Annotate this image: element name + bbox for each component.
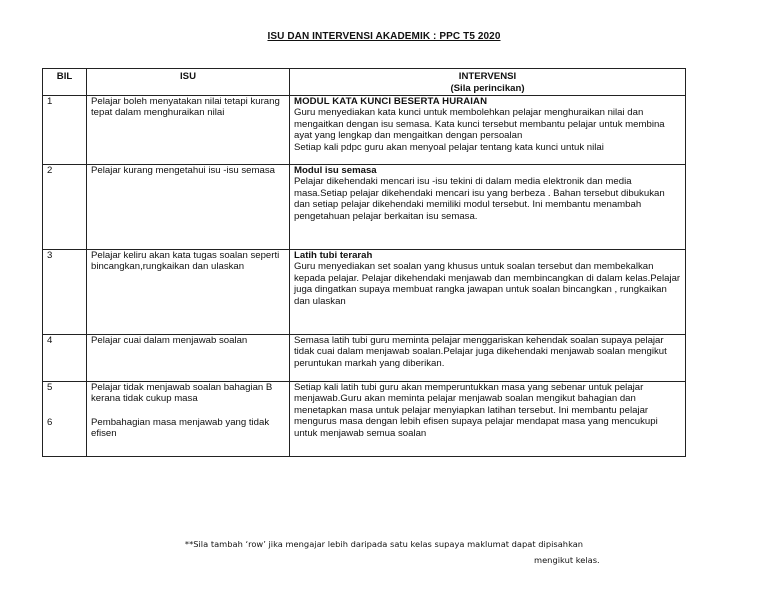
intervention-title: Modul isu semasa — [294, 165, 377, 176]
row-issue-b: Pembahagian masa menjawab yang tidak efisen — [91, 416, 270, 440]
row-issue: Pelajar kurang mengetahui isu -isu semasa — [87, 165, 290, 250]
row-number: 1 — [43, 96, 87, 165]
row-number: 4 — [43, 335, 87, 382]
row-number-cell — [43, 382, 87, 457]
intervention-title: MODUL KATA KUNCI BESERTA HURAIAN — [294, 96, 488, 107]
table-header-row — [43, 69, 686, 96]
intervention-body-2: Setiap kali pdpc guru akan menyoal pelajar tentang kata kunci untuk nilai — [294, 141, 604, 153]
table-row — [43, 382, 686, 457]
row-intervention — [290, 165, 686, 250]
intervention-body: Semasa latih tubi guru meminta pelajar menggariskan kehendak soalan supaya pelajar tidak cuai dalam menjawab soalan.Pelajar juga dikehendaki menjawab soalan mengikut peruntukan markah yang diberikan. — [294, 335, 667, 369]
row-intervention — [290, 250, 686, 335]
intervention-body: Guru menyediakan set soalan yang khusus untuk soalan tersebut dan membekalkan kepada pelajar. Pelajar dikehendaki menjawab dan membincangkan di dalam kelas.Pelajar juga dingatkan supaya membuat rangka jawapan untuk soalan bincangkan , rungkaikan dan ulaskan — [294, 261, 681, 307]
row-number-b: 6 — [47, 417, 53, 429]
row-intervention — [290, 335, 686, 382]
row-issue: Pelajar keliru akan kata tugas soalan seperti bincangkan,rungkaikan dan ulaskan — [87, 250, 290, 335]
footnote-line-1: **Sila tambah ‘row’ jika mengajar lebih daripada satu kelas supaya maklumat dapat dipisahkan — [184, 539, 584, 549]
intervention-body: Setiap kali latih tubi guru akan memperuntukkan masa yang sebenar untuk pelajar menjawab.Guru akan meminta pelajar menjawab soalan mengikut bahagian dan menetapkan masa untuk pelajar menyiapkan latihan tersebut. Ini membantu pelajar mengurus masa dengan lebih efisen supaya pelajar mendapat masa yang mencukupi untuk menjawab semua soalan — [294, 382, 658, 439]
header-intervensi-label: INTERVENSI — [458, 71, 517, 82]
row-issue-cell — [87, 382, 290, 457]
row-issue: Pelajar boleh menyatakan nilai tetapi kurang tepat dalam menghuraikan nilai — [87, 96, 290, 165]
table-row — [43, 96, 686, 165]
intervention-body: Pelajar dikehendaki mencari isu -isu tekini di dalam media elektronik dan media masa.Setiap pelajar dikehendaki mencari isu yang berbeza . Bahan tersebut dibukukan dan setiap pelajar dikehendaki memiliki modul tersebut. Ini membantu menambah pengetahuan pelajar berkaitan isu semasa. — [294, 176, 665, 222]
row-number: 2 — [43, 165, 87, 250]
row-issue: Pelajar tidak menjawab soalan bahagian B kerana tidak cukup masa — [91, 382, 273, 405]
table-row — [43, 165, 686, 250]
table-row — [43, 250, 686, 335]
issues-table — [42, 68, 686, 457]
header-bil: BIL — [43, 69, 87, 96]
header-isu: ISU — [87, 69, 290, 96]
footnote-line-2: mengikut kelas. — [534, 555, 600, 565]
row-number: 3 — [43, 250, 87, 335]
row-intervention — [290, 96, 686, 165]
intervention-title: Latih tubi terarah — [294, 250, 373, 261]
header-intervensi-sub: (Sila perincikan) — [450, 83, 525, 94]
row-issue: Pelajar cuai dalam menjawab soalan — [87, 335, 290, 382]
table-row — [43, 335, 686, 382]
page-title: ISU DAN INTERVENSI AKADEMIK : PPC T5 2020 — [267, 31, 501, 42]
intervention-body: Guru menyediakan kata kunci untuk membolehkan pelajar menghuraikan nilai dan mengaitkan dengan isu semasa. Kata kunci tersebut membantu pelajar untuk membina ayat yang lengkap dan mengaitkan dengan persoalan — [294, 107, 665, 142]
header-intervensi — [290, 69, 686, 96]
row-number: 5 — [47, 382, 53, 393]
row-intervention — [290, 382, 686, 457]
